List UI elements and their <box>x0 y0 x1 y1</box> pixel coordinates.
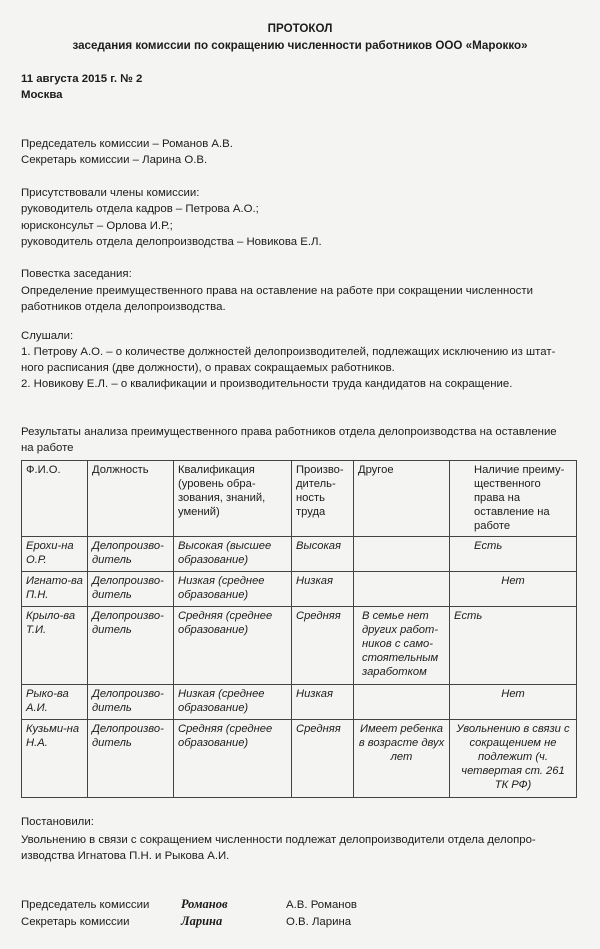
cell-preference: Нет <box>450 685 577 720</box>
attendees-heading: Присутствовали члены комиссии: <box>21 187 200 199</box>
secretary-line: Секретарь комиссии – Ларина О.В. <box>21 154 208 166</box>
attendee-item: руководитель отдела делопроизводства – Новикова Е.Л. <box>21 236 322 248</box>
cell-name: Кузьми-на Н.А. <box>22 720 88 798</box>
chairman-role: Председатель комиссии <box>21 899 150 911</box>
column-header-productivity: Произво-дитель-ность труда <box>292 461 354 537</box>
cell-preference: Увольнению в связи с сокращением не подлежит (ч. четвертая ст. 261 ТК РФ) <box>450 720 577 798</box>
cell-other: Имеет ребенка в возрасте двух лет <box>354 720 450 798</box>
decision-text-line: изводства Игнатова П.Н. и Рыкова А.И. <box>21 850 230 862</box>
document-title: ПРОТОКОЛ <box>267 22 333 35</box>
results-caption: Результаты анализа преимущественного права работников отдела делопроизводства на оставление <box>21 426 557 438</box>
cell-name: Крыло-ва Т.И. <box>22 607 88 685</box>
heard-item-2: 2. Новикову Е.Л. – о квалификации и производительности труда кандидатов на сокращение. <box>21 378 513 390</box>
cell-name: Игнато-ва П.Н. <box>22 572 88 607</box>
cell-preference: Есть <box>450 607 577 685</box>
table-row <box>22 720 577 798</box>
cell-other <box>354 685 450 720</box>
heard-heading: Слушали: <box>21 330 74 342</box>
cell-position: Делопроизво-дитель <box>88 607 174 685</box>
cell-productivity: Средняя <box>292 720 354 798</box>
chairman-signature: Романов <box>181 897 228 911</box>
cell-qualification: Низкая (среднее образование) <box>174 572 292 607</box>
cell-qualification: Средняя (среднее образование) <box>174 607 292 685</box>
column-header-name: Ф.И.О. <box>22 461 88 537</box>
cell-other <box>354 537 450 572</box>
cell-qualification: Высокая (высшее образование) <box>174 537 292 572</box>
agenda-text-line: Определение преимущественного права на оставление на работе при сокращении численности <box>21 285 533 297</box>
secretary-role: Секретарь комиссии <box>21 916 130 928</box>
table-row <box>22 685 577 720</box>
attendee-item: руководитель отдела кадров – Петрова А.О.; <box>21 203 259 215</box>
cell-other: В семье нет других работ-ников с само-стоятельным заработком <box>354 607 450 685</box>
cell-productivity: Средняя <box>292 607 354 685</box>
cell-preference: Есть <box>450 537 577 572</box>
cell-productivity: Низкая <box>292 685 354 720</box>
cell-preference: Нет <box>450 572 577 607</box>
results-caption-cont: на работе <box>21 442 74 454</box>
agenda-heading: Повестка заседания: <box>21 268 132 280</box>
secretary-name: О.В. Ларина <box>286 916 352 928</box>
cell-name: Ерохи-на О.Р. <box>22 537 88 572</box>
cell-position: Делопроизво-дитель <box>88 720 174 798</box>
cell-name: Рыко-ва А.И. <box>22 685 88 720</box>
chairman-line: Председатель комиссии – Романов А.В. <box>21 138 233 150</box>
heard-item-1-cont: ного расписания (две должности), о правах сокращаемых работников. <box>21 362 395 374</box>
table-row <box>22 572 577 607</box>
column-header-qualification: Квалификация (уровень обра-зования, знаний, умений) <box>174 461 292 537</box>
column-header-preference: Наличие преиму-щественного права на оставление на работе <box>450 461 577 537</box>
cell-position: Делопроизво-дитель <box>88 685 174 720</box>
document-subtitle: заседания комиссии по сокращению численности работников ООО «Марокко» <box>72 39 528 52</box>
cell-productivity: Высокая <box>292 537 354 572</box>
heard-item-1: 1. Петрову А.О. – о количестве должностей делопроизводителей, подлежащих исключению из штат- <box>21 346 556 358</box>
secretary-signature: Ларина <box>181 914 223 928</box>
decision-heading: Постановили: <box>21 816 94 828</box>
column-header-position: Должность <box>88 461 174 537</box>
table-row <box>22 537 577 572</box>
column-header-other: Другое <box>354 461 450 537</box>
cell-qualification: Средняя (среднее образование) <box>174 720 292 798</box>
cell-qualification: Низкая (среднее образование) <box>174 685 292 720</box>
attendee-item: юрисконсульт – Орлова И.Р.; <box>21 220 173 232</box>
date-number: 11 августа 2015 г. № 2 <box>21 73 143 85</box>
cell-position: Делопроизво-дитель <box>88 537 174 572</box>
table-row <box>22 607 577 685</box>
agenda-text-line: работников отдела делопроизводства. <box>21 301 226 313</box>
decision-text-line: Увольнению в связи с сокращением численности подлежат делопроизводители отдела делопро- <box>21 834 536 846</box>
table-header-row <box>22 461 577 537</box>
cell-position: Делопроизво-дитель <box>88 572 174 607</box>
cell-productivity: Низкая <box>292 572 354 607</box>
results-table <box>21 460 577 798</box>
cell-other <box>354 572 450 607</box>
chairman-name: А.В. Романов <box>286 899 357 911</box>
city: Москва <box>21 89 63 101</box>
